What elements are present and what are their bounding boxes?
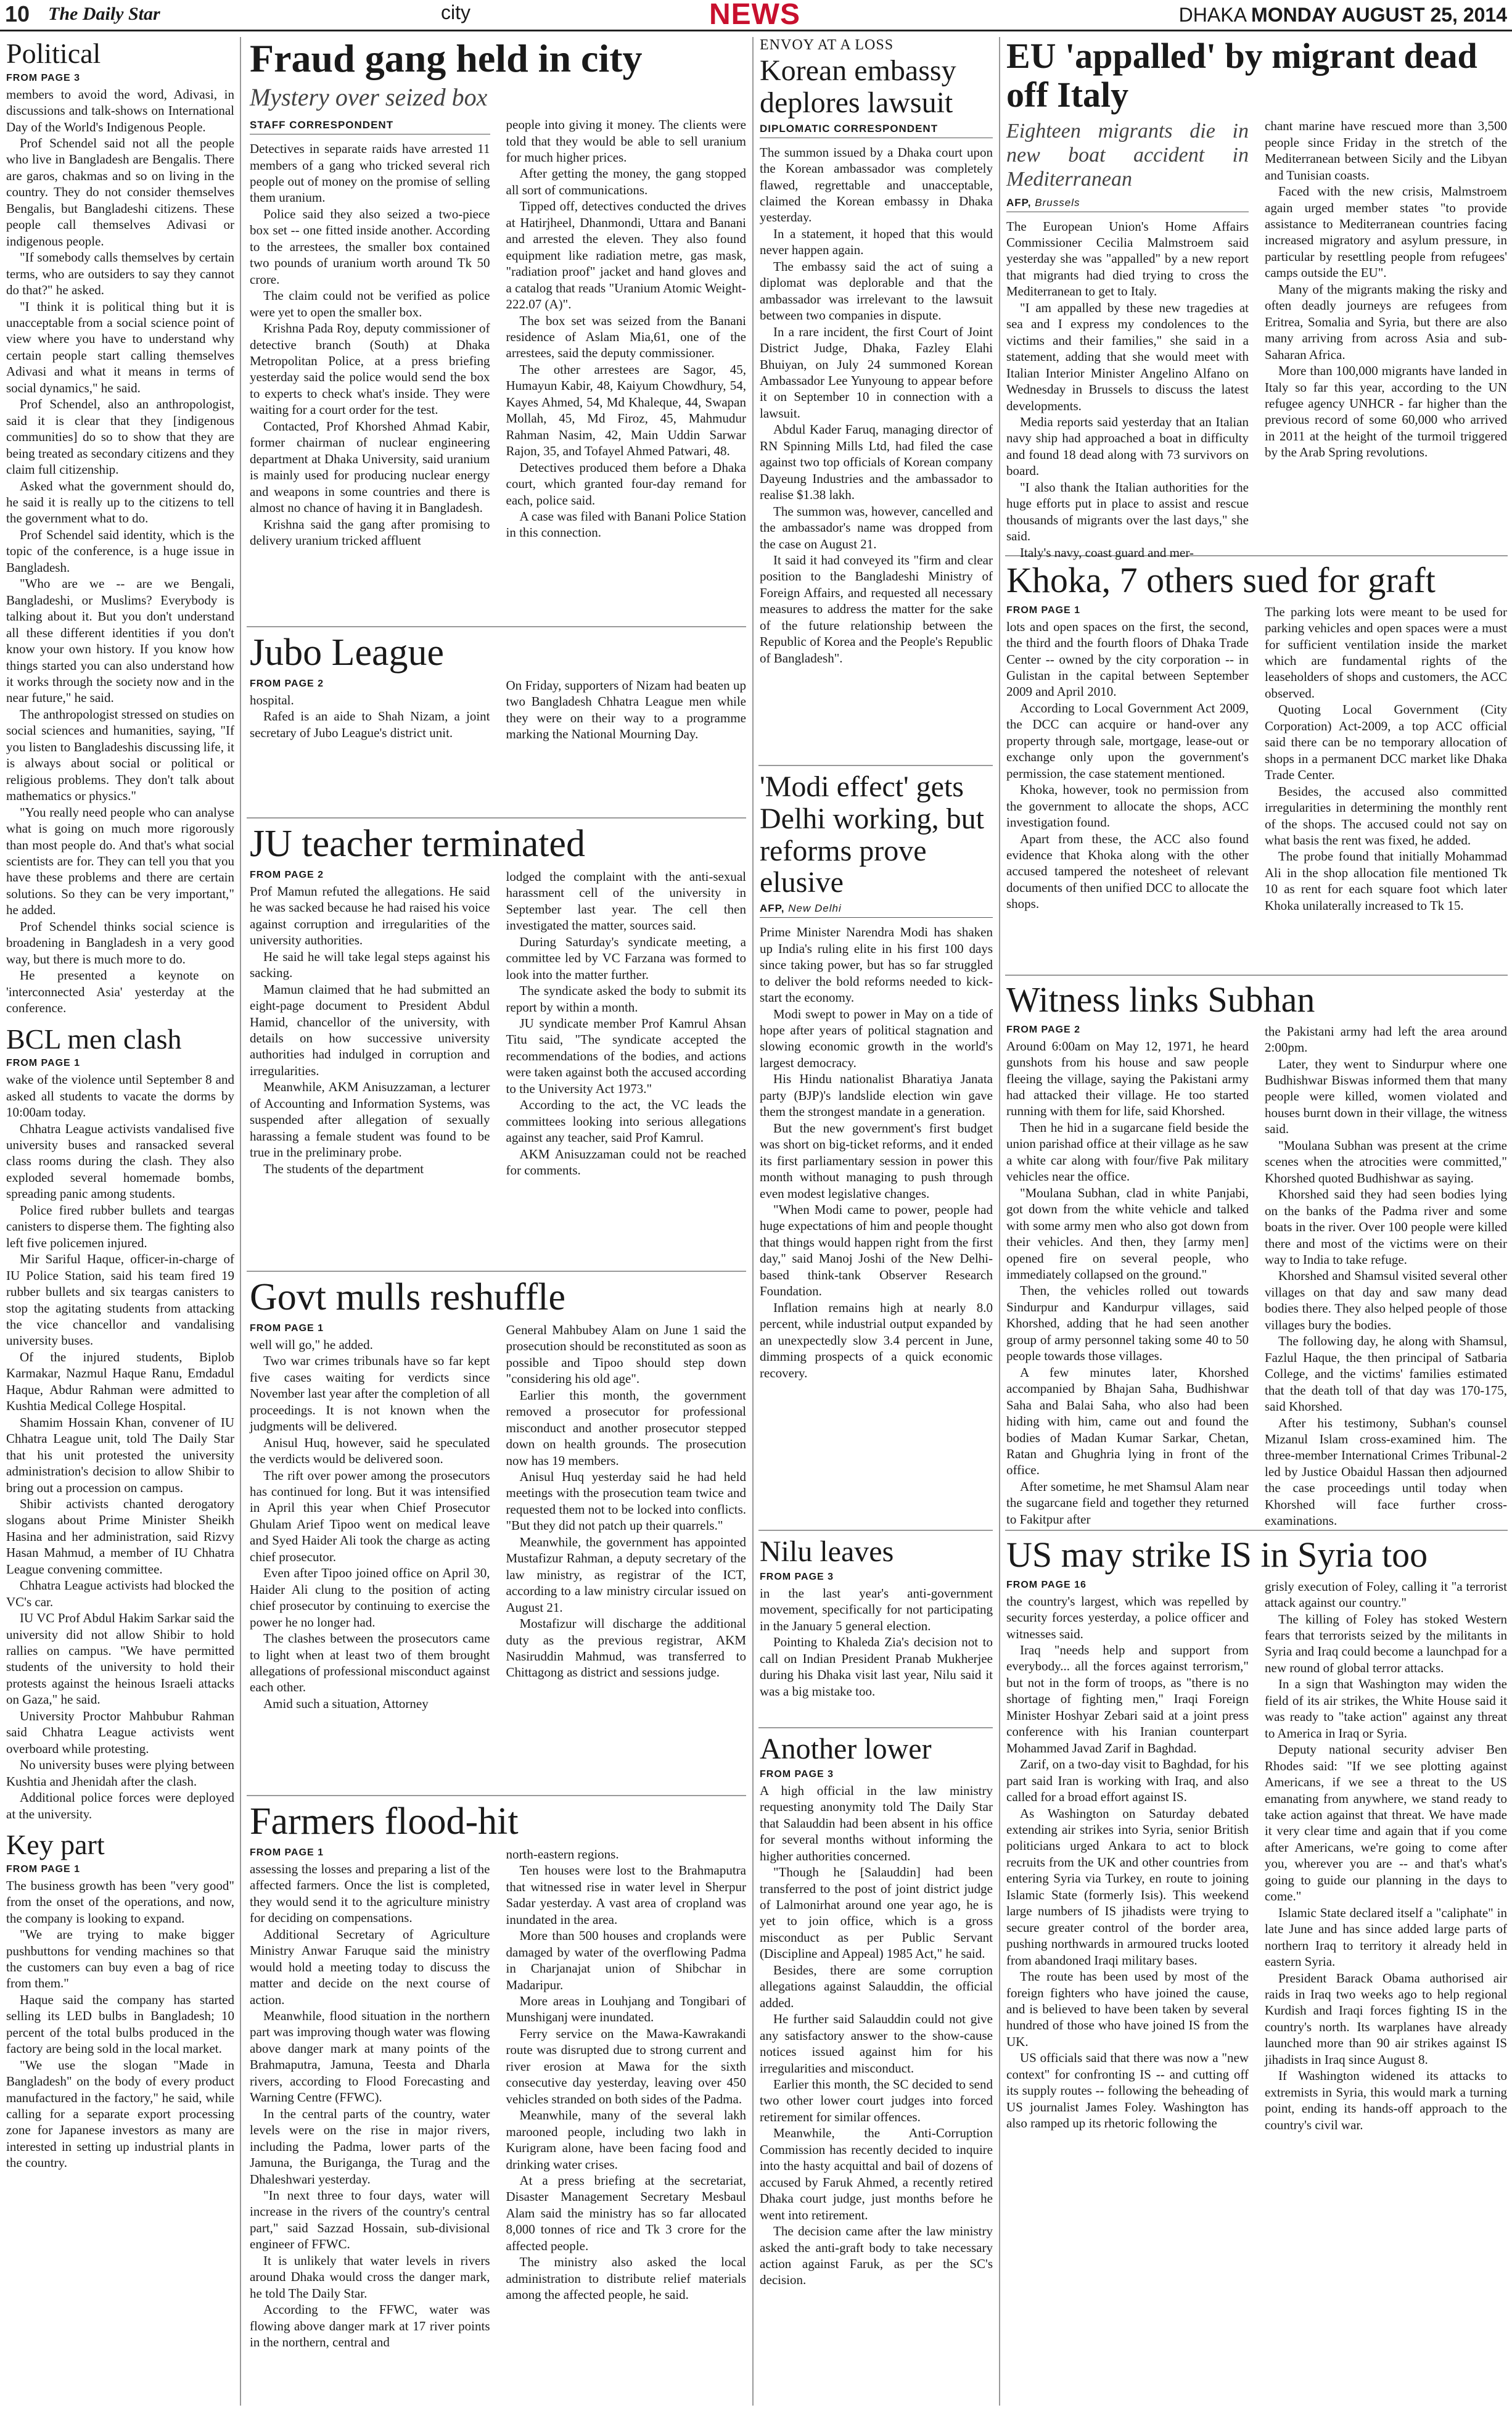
paragraph: Earlier this month, the SC decided to send two other lower court judges into forced retirement for similar offences.: [760, 2076, 993, 2124]
paper-logo: The Daily Star: [48, 4, 160, 24]
paragraph: Of the injured students, Biplob Karmakar, Nazmul Haque Ranu, Emdadul Haque, Abdur Rahman were admitted to Kushtia Medical College Hospital.: [6, 1349, 234, 1414]
paragraph: Abdul Kader Faruq, managing director of RN Spinning Mills Ltd, had filed the case against two top officials of Korean company Dayeung Industries and the ambassador to realise $1.38 lakh.: [760, 422, 993, 503]
paragraph: lodged the complaint with the anti-sexual harassment cell of the university in September last year. The cell then investigated the matter, sources said.: [506, 868, 746, 933]
paragraph: Ten houses were lost to the Brahmaputra that witnessed rise in water level in Sherpur Sadar yesterday. A vast area of cropland was inundated in the area.: [506, 1863, 746, 1927]
article-political: [6, 38, 234, 1017]
dateline: DHAKA MONDAY AUGUST 25, 2014: [1178, 4, 1507, 26]
jump-line: FROM PAGE 2: [1006, 1024, 1081, 1035]
paragraph: The killing of Foley has stoked Western fears that terrorists seized by the militants in Syria and Iraq could become a launchpad for a new round of global terror attacks.: [1265, 1611, 1507, 1675]
paragraph: In a sign that Washington may widen the field of its air strikes, the White House said it was ready to "take action" against any threat to America in Iraq or Syria.: [1265, 1677, 1507, 1741]
jump-line: FROM PAGE 16: [1006, 1579, 1087, 1590]
article-body-col2: [1265, 604, 1507, 914]
paragraph: The clashes between the prosecutors came to light when at least two of them brought allegations of professional misconduct against each other.: [250, 1631, 490, 1695]
paragraph: Ferry service on the Mawa-Kawrakandi route was disrupted due to strong current and river erosion at Mawa for the sixth consecutive day yesterday, leaving over 450 vehicles stranded on both sides of the Padma.: [506, 2026, 746, 2106]
paragraph: Besides, the accused also committed irregularities in determining the monthly rent of the shops. The accused could not say on what basis the rent was fixed, he added.: [1265, 783, 1507, 848]
paragraph: Islamic State declared itself a "caliphate" in late June and has since added large parts of northern Iraq to territory it already held in eastern Syria.: [1265, 1905, 1507, 1970]
headline: Fraud gang held in city: [250, 36, 643, 80]
paragraph: Prof Schendel thinks social science is broadening in Bangladesh in a very good way, but there is much more to do.: [6, 918, 234, 967]
byline: AFP, New Delhi: [760, 902, 993, 918]
paragraph: In a statement, it hoped that this would never happen again.: [760, 226, 993, 258]
paragraph: Meanwhile, AKM Anisuzzaman, a lecturer of Accounting and Information Systems, was suspended after allegation of sexually harassing a female student was found to be true in the preliminary probe.: [250, 1079, 490, 1160]
paragraph: Krishna said the gang after promising to delivery uranium tricked affluent: [250, 516, 490, 548]
paragraph: He presented a keynote on 'interconnected Asia' yesterday at the conference.: [6, 968, 234, 1016]
headline: EU 'appalled' by migrant dead off Italy: [1006, 36, 1477, 115]
paragraph: Inflation remains high at nearly 8.0 percent, while industrial output expanded by an unexpectedly slow 3.4 percent in June, dimming prospects of a quick economic recovery.: [760, 1300, 993, 1380]
paragraph: Besides, there are some corruption allegations against Salauddin, the official added.: [760, 1962, 993, 2010]
article-body: [1006, 1593, 1249, 2132]
paragraph: Faced with the new crisis, Malmstroem again urged member states "to provide assistance to Mediterranean countries facing increased migratory and asylum pressure, in particular by resettling people from refugees' camps outside the EU".: [1265, 184, 1507, 281]
paragraph: Shamim Hossain Khan, convener of IU Chhatra League unit, told The Daily Star that his unit protested the university administration's decision to allow Shibir to bring out a procession on campus.: [6, 1414, 234, 1495]
article-body: [1006, 218, 1249, 561]
paragraph: Prof Schendel said not all the people who live in Bangladesh are Bengalis. There are garos, chakmas and so on living in the country. They do not consider themselves Bengalis, but Bangladeshi citizens. These people call themselves Adivasi or indigenous people.: [6, 136, 234, 249]
article-fraud: [250, 37, 746, 623]
paragraph: More than 100,000 migrants have landed in Italy so far this year, according to the UN refugee agency UNHCR - far higher than the previous record of some 60,000 who arrived in 2011 at the height of the turmoil triggered by the Arab Spring revolutions.: [1265, 363, 1507, 460]
paragraph: After sometime, he met Shamsul Alam near the sugarcane field and together they returned to Fakitpur after: [1006, 1479, 1249, 1527]
section-name: city: [441, 1, 470, 23]
paragraph: Chhatra League activists vandalised five university buses and ransacked several class rooms during the clash. They also exploded several homemade bombs, spreading panic among students.: [6, 1121, 234, 1202]
headline: Political: [6, 38, 101, 69]
paragraph: Meanwhile, many of the several lakh marooned people, including two lakh in Kurigram alone, have been facing food and drinking water crises.: [506, 2108, 746, 2172]
paragraph: Additional Secretary of Agriculture Ministry Anwar Faruque said the ministry would hold a meeting today to discuss the matter and decide on the next course of action.: [250, 1926, 490, 2007]
article-body: [760, 1585, 993, 1699]
paragraph: Zarif, on a two-day visit to Baghdad, for his part said Iran is working with Iraq, and also called for a broad effort against IS.: [1006, 1757, 1249, 1805]
jump-line: FROM PAGE 1: [250, 1847, 324, 1858]
article-body: [250, 883, 490, 1177]
article-another-lower: [760, 1733, 993, 2406]
paragraph: The other arrestees are Sagor, 45, Humayun Kabir, 48, Kaiyum Chowdhury, 54, Kayes Ahmed, 54, Md Khaleque, 44, Swapan Mollah, 45, Md Firoz, 45, Mahmudur Rahman Nasim, 42, Main Uddin Sarwar Rajon, 35, and Tofayel Ahmed Patwari, 48.: [506, 361, 746, 459]
paragraph: Iraq "needs help and support from everybody... all the forces against terrorism," but not in the form of troops, as "there is no shortage of fighting men," Iraqi Foreign Minister Hoshyar Zebari said at a joint press conference with his Iranian counterpart Mohammed Javad Zarif in Baghdad.: [1006, 1642, 1249, 1755]
article-eu-migrants: [1006, 36, 1507, 560]
paragraph: Anisul Huq yesterday said he had held meetings with the prosecution team twice and requested them not to be locked into conflicts. "But they did not patch up their quarrels.": [506, 1469, 746, 1533]
paragraph: "Moulana Subhan was present at the crime scenes when the atrocities were committed," Khorshed quoted Budhishwar as saying.: [1265, 1137, 1507, 1186]
headline: Khoka, 7 others sued for graft: [1006, 560, 1436, 600]
left-column: [6, 38, 234, 2407]
paragraph: It said it had conveyed its "firm and clear position to the Bangladeshi Ministry of Foreign Affairs, and requested all necessary measures to address the matter for the sake of the future relationship between the Republic of Korea and the People's Republic of Bangladesh".: [760, 552, 993, 666]
article-body-col2: [506, 117, 747, 548]
byline: DIPLOMATIC CORRESPONDENT: [760, 123, 993, 138]
paragraph: US officials said that there was now a "new context" for confronting IS -- and cutting off its supply routes -- following the beheading of US journalist James Foley. Washington has also ramped up its rhetoric following the: [1006, 2050, 1249, 2131]
paragraph: During Saturday's syndicate meeting, a committee led by VC Farzana was formed to look into the matter further.: [506, 934, 746, 982]
paragraph: The following day, he along with Shamsul, Fazlul Haque, the then principal of Satbaria College, and the victims' families estimated that the death toll of that day was 170-175, said Khorshed.: [1265, 1334, 1507, 1414]
paragraph: Two war crimes tribunals have so far kept five cases waiting for verdicts since November last year after the completion of all proceedings. It is not known when the judgments will be delivered.: [250, 1353, 490, 1434]
paragraph: But the new government's first budget was short on big-ticket reforms, and it ended its first parliamentary session in power this month without managing to push through even modest legislative changes.: [760, 1120, 993, 1201]
paragraph: chant marine have rescued more than 3,500 people since Friday in the stretch of the Mediterranean between Sicily and the Libyan and Tunisian coasts.: [1265, 118, 1507, 183]
paragraph: More areas in Louhjang and Tongibari of Munshiganj were inundated.: [506, 1994, 746, 2025]
paragraph: Media reports said yesterday that an Italian navy ship had approached a boat in difficulty and found 18 dead along with 73 survivors on board.: [1006, 414, 1249, 479]
paragraph: Many of the migrants making the risky and often deadly journeys are refugees from Eritrea, Somalia and Syria, but there are also many arriving from across Asia and sub-Saharan Africa.: [1265, 281, 1507, 362]
paragraph: "Though he [Salauddin] had been transferred to the post of joint district judge of Lalmonirhat around one year ago, he is yet to join office, which is a gross misconduct as per Public Servant (Discipline and Appeal) 1985 Act," he said.: [760, 1865, 993, 1961]
paragraph: President Barack Obama authorised air raids in Iraq two weeks ago to help regional Kurdish and Iraqi forces fighting IS in the country's north. Its warplanes have already launched more than 90 air strikes against IS jihadists in Iraq since August 8.: [1265, 1970, 1507, 2067]
paragraph: "Moulana Subhan, clad in white Panjabi, got down from the white vehicle and talked with some army men who also got down from their vehicles. And then, they [army men] opened fire on several people, who immediately collapsed on the ground.": [1006, 1185, 1249, 1282]
headline: Govt mulls reshuffle: [250, 1276, 566, 1318]
paragraph: A high official in the law ministry requesting anonymity told The Daily Star that Salauddin had been absent in his office for several months without informing the higher authorities concerned.: [760, 1783, 993, 1863]
headline: JU teacher terminated: [250, 823, 585, 865]
article-body: [250, 692, 490, 741]
paragraph: He further said Salauddin could not give any satisfactory answer to the show-cause notices issued against him for his irregularities and misconduct.: [760, 2011, 993, 2076]
paragraph: University Proctor Mahbubur Rahman said Chhatra League activists went overboard while protesting.: [6, 1708, 234, 1756]
paragraph: Chhatra League activists had blocked the VC's car.: [6, 1578, 234, 1609]
paragraph: "We are trying to make bigger pushbuttons for vending machines so that the customers can buy even a bag of rice from them.": [6, 1927, 234, 1991]
paragraph: JU syndicate member Prof Kamrul Ahsan Titu said, "The syndicate accepted the recommendations of the bodies, and actions were taken against both the accused according to the University Act 1973.": [506, 1016, 746, 1096]
paragraph: Asked what the government should do, he said it is really up to the citizens to tell the government what to do.: [6, 478, 234, 526]
paragraph: In the central parts of the country, water levels were on the rise in major rivers, including the Padma, lower parts of the Jamuna, the Buriganga, the Turag and the Dhaleshwari yesterday.: [250, 2106, 490, 2187]
paragraph: "Who are we -- are we Bengali, Bangladeshi, or Muslims? Everybody is talking about it. But you don't understand all these different identities if you don't know your own history. If you know how things started you can also understand how it works through the society now and in the near future," he said.: [6, 576, 234, 706]
article-body: [1006, 1038, 1249, 1528]
paragraph: He said he will take legal steps against his sacking.: [250, 949, 490, 981]
paragraph: Shibir activists chanted derogatory slogans about Prime Minister Sheikh Hasina and her administration, said Rizvy Hasan Mahmud, a member of IU Chhatra League convening committee.: [6, 1496, 234, 1577]
paragraph: According to the act, the VC leads the committees looking into serious allegations against any teacher, said Prof Kamrul.: [506, 1097, 746, 1145]
paragraph: Quoting Local Government (City Corporation) Act-2009, a top ACC official said there can be no temporary allocation of shops in a permanent DCC market like Dhaka Trade Center.: [1265, 702, 1507, 783]
headline: BCL men clash: [6, 1023, 182, 1055]
jump-line: FROM PAGE 1: [250, 1322, 324, 1334]
deck: Mystery over seized box: [250, 83, 488, 112]
paragraph: lots and open spaces on the first, the second, the third and the fourth floors of Dhaka Trade Center -- owned by the city corporation -- in Gulistan in the capital between September 2009 and April 2010.: [1006, 619, 1249, 699]
paragraph: people into giving it money. The clients were told that they would be able to sell uranium for much higher prices.: [506, 117, 746, 165]
paragraph: "In next three to four days, water will increase in the rivers of the country's central part," said Sazzad Hossain, sub-divisional engineer of FFWC.: [250, 2188, 490, 2252]
paragraph: Detectives produced them before a Dhaka court, which granted four-day remand for each, police said.: [506, 460, 746, 508]
headline: Another lower: [760, 1733, 932, 1765]
paragraph: The route has been used by most of the foreign fighters who have joined the cause, and is believed to have been taken by several hundred of those who have joined IS from the UK.: [1006, 1969, 1249, 2049]
paragraph: well will go," he added.: [250, 1337, 373, 1352]
paragraph: On Friday, supporters of Nizam had beaten up two Bangladesh Chhatra League men while they were on their way to a programme marking the National Mourning Day.: [506, 677, 746, 742]
article-body: [250, 1861, 490, 2351]
headline: 'Modi effect' gets Delhi working, but reforms prove elusive: [760, 770, 984, 899]
paragraph: Later, they went to Sindurpur where one Budhishwar Biswas informed them that many people were killed, women violated and houses burnt down in their village, the witness said.: [1265, 1056, 1507, 1137]
jump-line: FROM PAGE 3: [760, 1768, 834, 1780]
paragraph: According to Local Government Act 2009, the DCC can acquire or hand-over any property through sale, mortgage, lease-out or exchange only upon the government's permission, the case statement mentioned.: [1006, 700, 1249, 781]
paragraph: Meanwhile, the government has appointed Mustafizur Rahman, a deputy secretary of the law ministry, as registrar of the ICT, according to a law ministry circular issued on August 21.: [506, 1534, 746, 1615]
article-body-col2: [506, 1846, 747, 2351]
paragraph: A few minutes later, Khorshed accompanied by Bhajan Saha, Budhishwar Saha and Balai Saha, who also had been hiding with him, came out and found the bodies of Madan Kumar Sarkar, Chetan, Ratan and Ghughria lying in front of the office.: [1006, 1364, 1249, 1478]
article-body: [6, 86, 234, 1017]
paragraph: "I think it is political thing but it is unacceptable from a social science point of view where you have to understand why certain people start calling themselves Adivasi and what it means in terms of social dynamics," he said.: [6, 299, 234, 395]
article-body-col2: [1265, 1578, 1507, 2133]
article-body: [760, 924, 993, 1381]
paragraph: the country's largest, which was repelled by security forces yesterday, a police officer and witnesses said.: [1006, 1593, 1249, 1641]
paragraph: Tipped off, detectives conducted the drives at Hatirjheel, Dhanmondi, Uttara and Banani and arrested the eleven. They also found equipment like radiation metre, gas mask, "radiation proof" jacket and hand gloves and a catalog that reads "Uranium Atomic Weight-222.07 (A)".: [506, 199, 746, 312]
paragraph: Then he hid in a sugarcane field beside the union parishad office at their village as he saw a white car along with four/five Pak military vehicles near the office.: [1006, 1120, 1249, 1184]
paragraph: "You really need people who can analyse what is going on much more rigorously than most people do. And that's what social scientists are for. They can tell you that you have these problems and there are certain solutions. So they can be very important," he added.: [6, 804, 234, 918]
paragraph: Around 6:00am on May 12, 1971, he heard gunshots from his house and saw people fleeing the village, saying the Pakistani army had attacked their village. He too started running with them for life, said Khorshed.: [1006, 1038, 1249, 1119]
article-body: [6, 1071, 234, 1822]
paragraph: Prof Mamun refuted the allegations. He said he was sacked because he had raised his voice against corruption and irregularities of the university authorities.: [250, 883, 490, 948]
paragraph: More than 500 houses and croplands were damaged by water of the overflowing Padma in Charjanajat union of Shibchar in Madaripur.: [506, 1928, 746, 1992]
section-label: NEWS: [709, 0, 800, 31]
paragraph: north-eastern regions.: [506, 1846, 619, 1862]
paragraph: Amid such a situation, Attorney: [263, 1696, 429, 1711]
article-body-col2: [1265, 1023, 1507, 1529]
jump-line: FROM PAGE 2: [250, 869, 324, 880]
paragraph: The summon was, however, cancelled and the ambassador's name was dropped from the case on August 21.: [760, 503, 993, 551]
paragraph: Police said they also seized a two-piece box set -- one fitted inside another. According to the arrestees, the smaller box contained two pounds of uranium worth around Tk 50 crore.: [250, 206, 490, 287]
paragraph: After his testimony, Subhan's counsel Mizanul Islam cross-examined him. The three-member International Crimes Tribunal-2 led by Justice Obaidul Hassan then adjourned the case proceedings until today when Khorshed will face further cross-examinations.: [1265, 1415, 1507, 1528]
paragraph: General Mahbubey Alam on June 1 said the prosecution should be reconstituted as soon as possible and Tipoo should step down "considering his old age".: [506, 1322, 746, 1387]
paragraph: Khorshed said they had seen bodies lying on the banks of the Padma river and some boats in the river. Over 100 people were killed there and most of the victims were on their way to India to take refuge.: [1265, 1187, 1507, 1267]
paragraph: The parking lots were meant to be used for parking vehicles and open spaces were a must for sufficient ventilation inside the market which are fundamental rights of the leaseholders of shops and customers, the ACC observed.: [1265, 604, 1507, 701]
paragraph: wake of the violence until September 8 and asked all students to vacate the dorms by 10:00am today.: [6, 1072, 234, 1120]
deck: Eighteen migrants die in new boat accident in Mediterranean: [1006, 120, 1249, 191]
paragraph: Police fired rubber bullets and teargas canisters to disperse them. The fighting also left five policemen injured.: [6, 1202, 234, 1250]
paragraph: Mostafizur will discharge the additional duty as the previous registrar, AKM Nasiruddin Mahmud, was transferred to Chittagong as district and sessions judge.: [506, 1616, 746, 1680]
paragraph: Then, the vehicles rolled out towards Sindurpur and Kandurpur villages, said Khorshed, adding that he had seen another group of army personnel taking some 40 to 50 people towards those villages.: [1006, 1283, 1249, 1364]
paragraph: The students of the department: [263, 1161, 424, 1176]
paragraph: The European Union's Home Affairs Commissioner Cecilia Malmstroem said yesterday she was "appalled" by a new report that migrants had died trying to cross the Mediterranean to get to Italy.: [1006, 218, 1249, 299]
paragraph: Meanwhile, the Anti-Corruption Commission has recently decided to inquire into the hasty acquittal and bail of dozens of accused by Faruk Ahmed, a recently retired Dhaka court judge, just months before he went into retirement.: [760, 2126, 993, 2222]
article-nilu-leaves: [760, 1536, 993, 1724]
article-modi-effect: [760, 771, 993, 1527]
paragraph: Apart from these, the ACC also found evidence that Khoka along with the other accused tampered the notesheet of relevant documents of then unified DCC to allocate the shops.: [1006, 831, 1249, 912]
article-ju-teacher: [250, 823, 746, 1268]
paragraph: In a rare incident, the first Court of Joint District Judge, Dhaka, Fazley Elahi Bhuiyan, on July 24 summoned Korean Ambassador Lee Yunyoung to appear before it on September 10 in connection with a lawsuit.: [760, 324, 993, 421]
jump-line: FROM PAGE 2: [250, 678, 324, 689]
paragraph: Detectives in separate raids have arrested 11 members of a gang who tricked several rich people out of money on the promise of selling them uranium.: [250, 141, 490, 205]
paragraph: The box set was seized from the Banani residence of Aslam Mia,61, one of the arrestees, said the deputy commissioner.: [506, 313, 746, 361]
paragraph: The claim could not be verified as police were yet to open the smaller box.: [250, 288, 490, 320]
masthead: [0, 0, 1512, 31]
article-bcl: [6, 1024, 234, 1823]
paragraph: Italy's navy, coast guard and mer-: [1020, 545, 1194, 560]
headline: Korean embassy deplores lawsuit: [760, 54, 956, 119]
paragraph: AKM Anisuzzaman could not be reached for comments.: [506, 1146, 746, 1178]
paragraph: "When Modi came to power, people had huge expectations of him and people thought that things would happen right from the first day," said Manoj Joshi of the New Delhi-based think-tank Observer Research Foundation.: [760, 1202, 993, 1299]
page-number: 10: [5, 1, 30, 27]
paragraph: IU VC Prof Abdul Hakim Sarkar said the university did not allow Shibir to hold rallies on campus. "We have permitted students of the university to hold their protests against the heinous Israeli attacks on Gaza," he said.: [6, 1611, 234, 1707]
article-key-part: [6, 1829, 234, 2171]
article-body: [250, 1337, 490, 1712]
paragraph: Modi swept to power in May on a tide of hope after years of political stagnation and slowing economic growth in the world's largest democracy.: [760, 1006, 993, 1070]
paragraph: Contacted, Prof Khorshed Ahmad Kabir, former chairman of nuclear engineering department at Dhaka University, said uranium is mainly used for producing nuclear energy and weapons in some countries and there is almost no chance of having it in Bangladesh.: [250, 418, 490, 516]
paragraph: According to the FFWC, water was flowing above danger mark at 17 river points in the northern, central and: [250, 2302, 490, 2350]
paragraph: No university buses were plying between Kushtia and Jhenidah after the clash.: [6, 1757, 234, 1789]
paragraph: After getting the money, the gang stopped all sort of communications.: [506, 166, 746, 197]
article-body-col2: [1265, 118, 1507, 561]
paragraph: Pointing to Khaleda Zia's decision not to call on Indian President Pranab Mukherjee during his Dhaka visit last year, Nilu said it was a big mistake too.: [760, 1635, 993, 1699]
jump-line: FROM PAGE 3: [6, 72, 81, 83]
article-khoka: [1006, 561, 1507, 971]
jump-line: FROM PAGE 1: [6, 1863, 81, 1875]
article-body-col2: [506, 868, 747, 1179]
paragraph: As Washington on Saturday debated extending air strikes into Syria, senior British politicians urged Ankara to act to block recruits from the UK and other countries from entering Syria via Turkey, en route to joining Islamic State (formerly Isis). This weekend large numbers of IS jihadists were trying to secure greater control of the border area, pushing northwards in armoured trucks looted from abandoned Iraqi military bases.: [1006, 1805, 1249, 1968]
paragraph: Meanwhile, flood situation in the northern part was improving though water was flowing above danger mark at many points of the Brahmaputra, Jamuna, Teesta and Dharla rivers, according to Flood Forecasting and Warning Centre (FFWC).: [250, 2008, 490, 2105]
paragraph: Additional police forces were deployed at the university.: [6, 1790, 234, 1821]
article-jubo-league: [250, 632, 746, 814]
article-korean-embassy: [760, 37, 993, 762]
article-body: [1006, 619, 1249, 912]
paragraph: Mamun claimed that he had submitted an eight-page document to President Abdul Hamid, chancellor of the university, with details on how successive university authorities had indulged in corruption and irregularities.: [250, 981, 490, 1078]
paragraph: The probe found that initially Mohammad Ali in the shop allocation file mentioned Tk 10 as rent for each square foot which later Khoka unilaterally increased to Tk 15.: [1265, 849, 1507, 913]
article-body: [250, 141, 490, 548]
headline: Nilu leaves: [760, 1535, 894, 1568]
paragraph: "I also thank the Italian authorities for the huge efforts put in place to assist and rescue thousands of migrants over the last days," she said.: [1006, 479, 1249, 544]
paragraph: Earlier this month, the government removed a prosecutor for professional misconduct and another prosecutor stepped down on health grounds. The prosecution now has 19 members.: [506, 1387, 746, 1468]
paragraph: "We use the slogan "Made in Bangladesh" on the body of every product manufactured in the factory," he said, while calling for a separate export processing zone for Japanese investors as many are interested in setting up industrial plants in the country.: [6, 2057, 234, 2171]
paragraph: The syndicate asked the body to submit its report by within a month.: [506, 983, 746, 1015]
paragraph: Krishna Pada Roy, deputy commissioner of detective branch (South) at Dhaka Metropolitan Police, at a press briefing yesterday said the police would send the box to experts to check what's inside. They were waiting for a court order for the test.: [250, 321, 490, 418]
paragraph: The summon issued by a Dhaka court upon the Korean ambassador was completely flawed, regrettable and unacceptable, claimed the Korean embassy in Dhaka yesterday.: [760, 144, 993, 225]
paragraph: "I am appalled by these new tragedies at sea and I express my condolences to the victims and their families," she said in a statement, adding that she would meet with Italian Interior Minister Angelino Alfano on Wednesday in Brussels to discuss the latest developments.: [1006, 300, 1249, 413]
paragraph: Prime Minister Narendra Modi has shaken up India's ruling elite in his first 100 days since taking power, but has so far struggled to deliver the bold reforms needed to kick-start the economy.: [760, 925, 993, 1005]
headline: Key part: [6, 1829, 105, 1861]
paragraph: At a press briefing at the secretariat, Disaster Management Secretary Mesbaul Alam said the ministry has so far allocated 8,000 tonnes of rice and Tk 3 crore for the affected people.: [506, 2173, 746, 2253]
article-farmers-flood: [250, 1801, 746, 2406]
paragraph: The embassy said the act of suing a diplomat was deplorable and that the ambassador was irrelevant to the lawsuit between two companies in dispute.: [760, 258, 993, 323]
paragraph: Prof Schendel said identity, which is the topic of the conference, is a huge issue in Bangladesh.: [6, 527, 234, 575]
headline: Jubo League: [250, 632, 445, 674]
paragraph: The business growth has been "very good" from the onset of the operations, and now, the company is looking to expand.: [6, 1878, 234, 1926]
paragraph: If Washington widened its attacks to extremists in Syria, this would mark a turning point, ending its hands-off approach to the country's civil war.: [1265, 2068, 1507, 2132]
paragraph: The decision came after the law ministry asked the anti-graft body to take necessary action against Faruk, as per the SC's decision.: [760, 2224, 993, 2288]
paragraph: hospital.: [250, 692, 294, 707]
article-govt-reshuffle: [250, 1277, 746, 1792]
headline: Farmers flood-hit: [250, 1800, 519, 1842]
paragraph: Khoka, however, took no permission from the government to allocate the shops, ACC investigation found.: [1006, 782, 1249, 830]
paragraph: A case was filed with Banani Police Station in this connection.: [506, 508, 746, 540]
headline: US may strike IS in Syria too: [1006, 1535, 1428, 1575]
paragraph: Deputy national security adviser Ben Rhodes said: "If we see plotting against Americans, if we see a threat to the US emanating from anywhere, we stand ready to take action against that threat. We have made it very clear time and again that if you come after Americans, we're going to come after you, wherever you are -- and that's what's going to guide our planning in the days to come.": [1265, 1742, 1507, 1904]
byline: STAFF CORRESPONDENT: [250, 119, 490, 134]
jump-line: FROM PAGE 3: [760, 1571, 834, 1582]
jump-line: FROM PAGE 1: [6, 1058, 81, 1069]
paragraph: Even after Tipoo joined office on April 30, Haider Ali clung to the position of acting chief prosecutor by continuing to exercise the power he no longer had.: [250, 1565, 490, 1630]
paragraph: The ministry also asked the local administration to distribute relief materials among the affected people, he said.: [506, 2254, 746, 2303]
paragraph: the Pakistani army had left the area around 2:00pm.: [1265, 1023, 1507, 1055]
paragraph: "If somebody calls themselves by certain terms, who are outsiders to say they cannot do that?" he asked.: [6, 250, 234, 298]
paragraph: Haque said the company has started selling its LED bulbs in Bangladesh; 10 percent of the total bulbs produced in the factory are being sold in the local market.: [6, 1992, 234, 2056]
paragraph: Anisul Huq, however, said he speculated the verdicts would be delivered soon.: [250, 1435, 490, 1467]
article-body: [760, 144, 993, 667]
paragraph: Mir Sariful Haque, officer-in-charge of IU Police Station, said his team fired 19 rubber bullets and six teargas canisters to stop the agitating students from attacking the vice chancellor and vandalising university buses.: [6, 1252, 234, 1348]
article-body: [6, 1878, 234, 2171]
article-witness-subhan: [1006, 981, 1507, 1527]
paragraph: It is unlikely that water levels in rivers around Dhaka would cross the danger mark, he told The Daily Star.: [250, 2253, 490, 2301]
jump-line: FROM PAGE 1: [1006, 604, 1081, 616]
article-body: [760, 1783, 993, 2288]
paragraph: members to avoid the word, Adivasi, in discussions and talk-shows on International Day of the World's Indigenous People.: [6, 86, 234, 134]
article-body-col2: [506, 677, 747, 743]
article-body-col2: [506, 1322, 747, 1712]
paragraph: grisly execution of Foley, calling it "a terrorist attack against our country.": [1265, 1578, 1507, 1611]
headline: Witness links Subhan: [1006, 980, 1315, 1020]
paragraph: Prof Schendel, also an anthropologist, said it is clear that they [indigenous communities] do so to show that they are being treated as secondary citizens and they claim full citizenship.: [6, 397, 234, 477]
paragraph: His Hindu nationalist Bharatiya Janata party (BJP)'s landslide election win gave them the strongest mandate in a generation.: [760, 1071, 993, 1120]
byline: AFP, Brussels: [1006, 197, 1249, 212]
paragraph: assessing the losses and preparing a list of the affected farmers. Once the list is completed, they would send it to the agriculture ministry for deciding on compensations.: [250, 1861, 490, 1926]
kicker: ENVOY AT A LOSS: [760, 37, 894, 53]
paragraph: Rafed is an aide to Shah Nizam, a joint secretary of Jubo League's district unit.: [250, 709, 490, 740]
article-us-strike: [1006, 1536, 1507, 2406]
paragraph: The anthropologist stressed on studies on social sciences and humanities, saying, "If you listen to Bangladeshis discussing life, it is always about social or political or religious problems. They don't talk about mathematics or physics.": [6, 706, 234, 804]
paragraph: The rift over power among the prosecutors has continued for long. But it was intensified in April this year when Chief Prosecutor Ghulam Arief Tipoo went on medical leave and Syed Haider Ali took the charge as acting chief prosecutor.: [250, 1467, 490, 1564]
paragraph: Khorshed and Shamsul visited several other villages on that day and saw many dead bodies there. They also helped people of those villages bury the bodies.: [1265, 1268, 1507, 1332]
paragraph: in the last year's anti-government movement, specifically for not participating in the January 5 general election.: [760, 1585, 993, 1633]
